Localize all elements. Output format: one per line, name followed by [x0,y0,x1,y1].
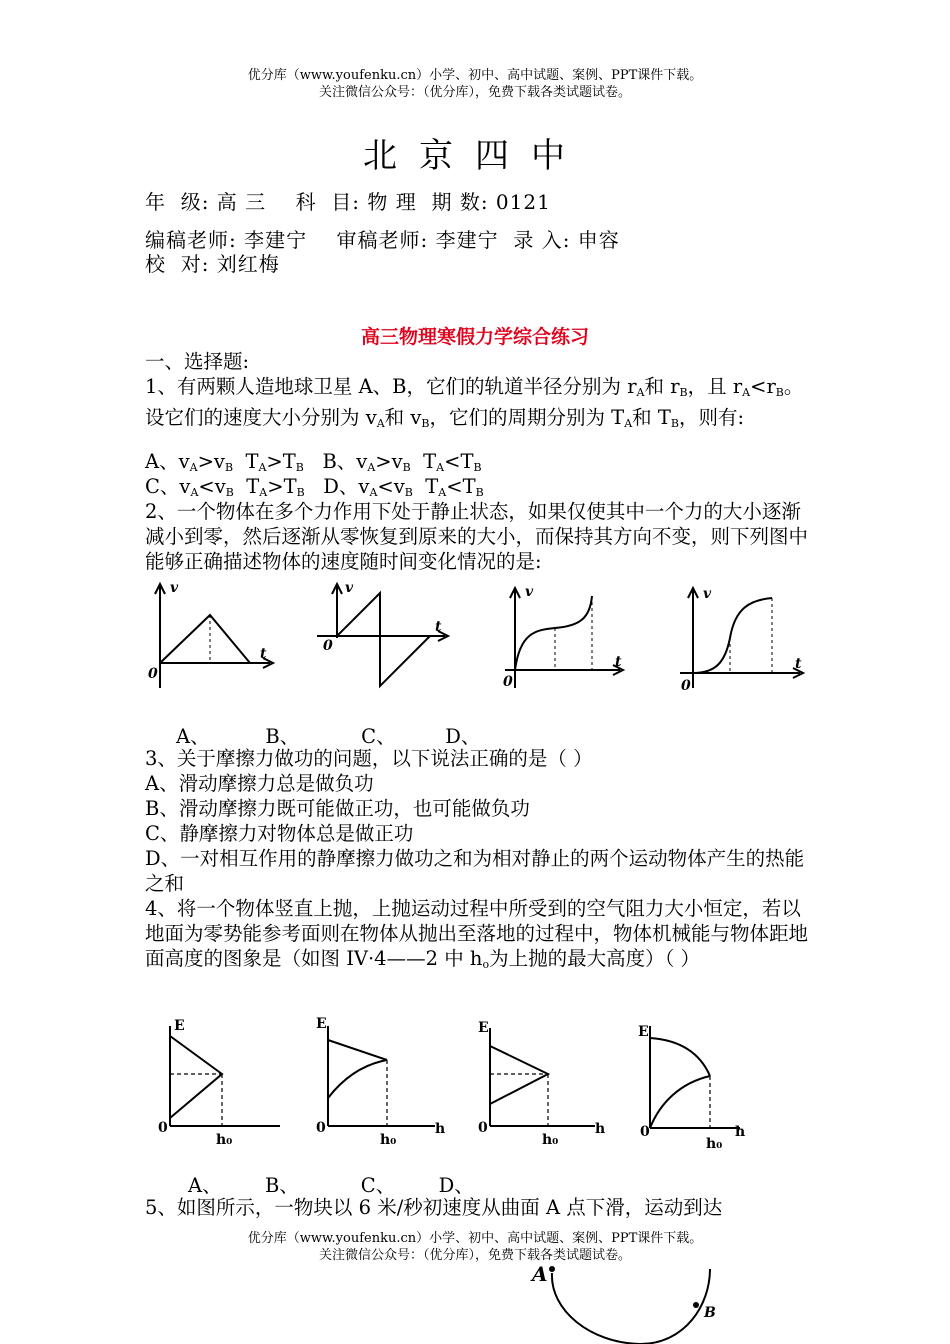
question-3: 3、关于摩擦力做功的问题，以下说法正确的是（ ） [145,747,593,770]
question-4: 4、将一个物体竖直上抛，上抛运动过程中所受到的空气阻力大小恒定，若以地面为零势能参考面则在物体从抛出至落地的过程中，物体机械能与物体距地面高度的图象是（如图 IV·4——2 中 $h_o$为上抛的最大高度）（ ） [145,897,809,971]
question-3-option-d: D、一对相互作用的静摩擦力做功之和为相对静止的两个运动物体产生的热能之和 [145,847,805,895]
q4-eh-graphs [150,1008,760,1158]
footer-line-1: 优分库（www.youfenku.cn）小学、初中、高中试题、案例、PPT课件下载。 [247,1231,703,1246]
meta-line-3: 校 对: 刘红梅 [145,252,280,276]
axis-label-e-d: E [638,1024,649,1040]
axis-label-v-a: v [170,580,179,596]
meta-line-2: 编稿老师: 李建宁 审稿老师: 李建宁 录 入: 申容 [145,228,620,252]
meta-line-1: 年 级: 高 三 科 目: 物 理 期 数: 0121 [145,190,551,214]
q4-option-labels: A、 B、 C、 D、 [188,1174,474,1197]
question-3-option-b: B、滑动摩擦力既可能做正功，也可能做负功 [145,797,530,820]
origin-label-d: 0 [681,678,691,694]
origin-label-d: 0 [640,1124,650,1140]
school-title: 北京四中 [363,136,587,176]
vt-graph-a [155,584,273,688]
q2-vt-graphs [140,578,820,728]
axis-label-v-d: v [703,586,712,602]
axis-label-t-b: t [435,619,442,635]
q5-curve-figure [520,1255,740,1344]
eh-graph-c [490,1028,595,1126]
point-b-label: B [704,1305,716,1321]
axis-label-t-a: t [260,646,267,662]
worksheet-title: 高三物理寒假力学综合练习 [360,326,589,348]
question-1-options-cd: C、$v_A<v_B$ $T_A>T_B$ D、$v_A<v_B$ $T_A<T_B$ [145,475,484,499]
q2-option-labels: A、 B、 C、 D、 [176,725,481,748]
axis-label-h-c: h [595,1121,606,1137]
h0-label-b: h₀ [380,1132,397,1148]
origin-label-c: 0 [478,1120,488,1136]
axis-label-e-a: E [174,1018,185,1034]
h0-label-a: h₀ [216,1132,233,1148]
point-a-label: A [532,1262,548,1286]
header-line-2: 关注微信公众号：（优分库），免费下载各类试题试卷。 [318,85,631,100]
question-1-options-ab: A、$v_A>v_B$ $T_A>T_B$ B、$v_A>v_B$ $T_A<T_B$ [145,450,482,474]
eh-graph-d [650,1026,740,1128]
page-footer [0,1230,950,1264]
page-header [0,67,950,101]
origin-label-b: 0 [316,1120,326,1136]
question-5: 5、如图所示，一物块以 6 米/秒初速度从曲面 A 点下滑，运动到达 [145,1196,723,1219]
section-heading: 一、选择题: [145,350,250,373]
vt-graph-b [317,584,448,686]
origin-label-c: 0 [503,674,513,690]
origin-label-a: 0 [158,1120,168,1136]
question-1: 1、有两颗人造地球卫星 A、B，它们的轨道半径分别为 $r_A$和 $r_B$，且 $r_A<r_B$。设它们的速度大小分别为 $v_A$和 $v_B$，它们的周期分别为 $T_A$和 $T_B$，则有: [145,375,804,430]
footer-line-2: 关注微信公众号：（优分库），免费下载各类试题试卷。 [318,1248,631,1263]
question-3-option-a: A、滑动摩擦力总是做负功 [145,772,374,795]
vt-graph-d [680,588,803,688]
origin-label-b: 0 [323,638,333,654]
axis-label-v-b: v [345,580,354,596]
header-line-1: 优分库（www.youfenku.cn）小学、初中、高中试题、案例、PPT课件下载。 [247,68,703,83]
axis-label-v-c: v [525,584,534,600]
axis-label-e-b: E [316,1016,327,1032]
eh-graph-b [328,1026,435,1126]
axis-label-h-d: h [735,1124,746,1140]
vt-graph-c [505,588,623,688]
origin-label-a: 0 [148,666,158,682]
h0-label-d: h₀ [706,1136,723,1152]
h0-label-c: h₀ [542,1132,559,1148]
eh-graph-a [170,1026,280,1126]
axis-label-e-c: E [478,1020,489,1036]
axis-label-t-c: t [615,654,622,670]
question-2: 2、一个物体在多个力作用下处于静止状态，如果仅使其中一个力的大小逐渐减小到零，然后逐渐从零恢复到原来的大小，而保持其方向不变，则下列图中能够正确描述物体的速度随时间变化情况的是: [145,500,809,573]
axis-label-t-d: t [795,656,802,672]
axis-label-h-b: h [435,1121,446,1137]
question-3-option-c: C、静摩擦力对物体总是做正功 [145,822,414,845]
